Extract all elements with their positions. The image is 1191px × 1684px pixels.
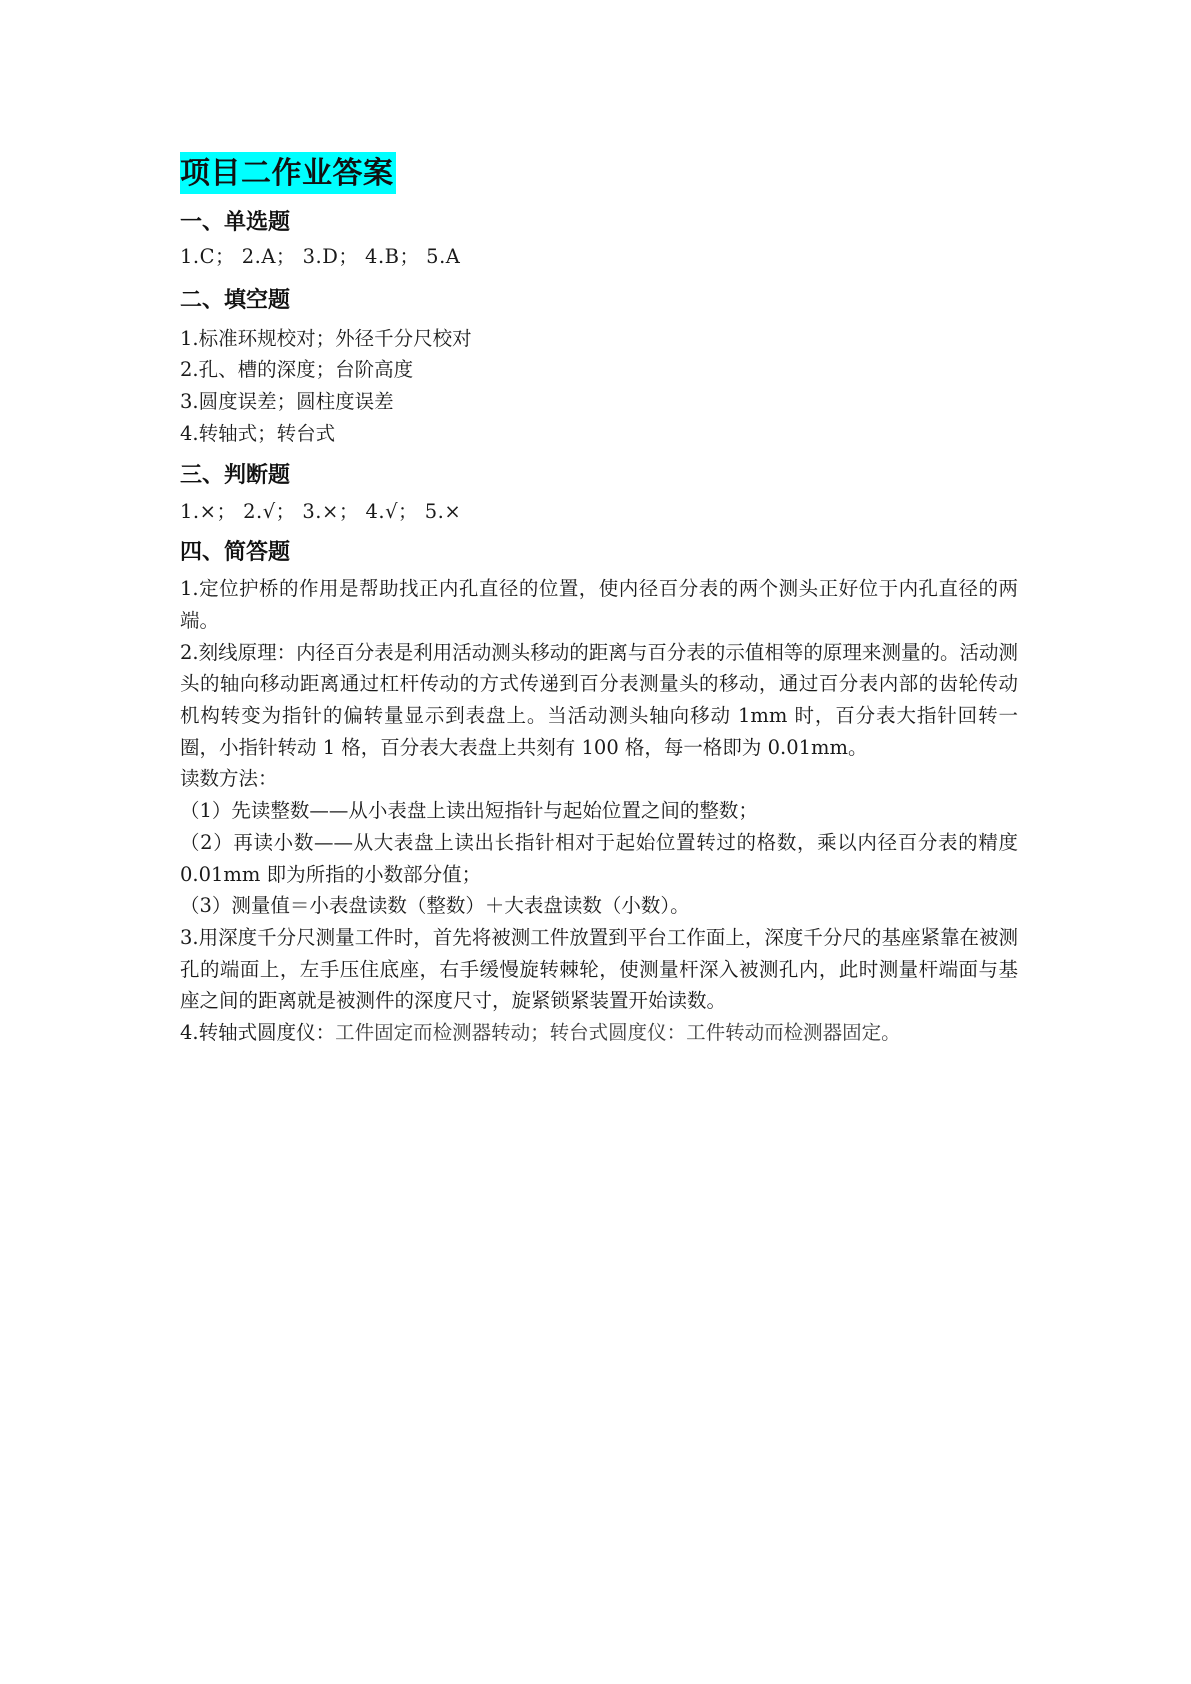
short-answer-4-rest: 工件固定而检测器转动；转台式圆度仪：工件转动而检测器固定。 bbox=[335, 1021, 901, 1045]
fill-blank-item-1: 1.标准环规校对；外径千分尺校对 bbox=[180, 326, 472, 350]
fill-blank-item-3: 3.圆度误差；圆柱度误差 bbox=[180, 390, 394, 414]
document-title: 项目二作业答案 bbox=[180, 152, 396, 194]
short-answer-3: 3.用深度千分尺测量工件时，首先将被测工件放置到平台工作面上，深度千分尺的基座紧靠在被测孔的端面上，左手压住底座，右手缓慢旋转棘轮，使测量杆深入被测孔内，此时测量杆端面与基座之间的距离就是被测件的深度尺寸，旋紧锁紧装置开始读数。 bbox=[180, 925, 1018, 1013]
single-choice-answers: 1.C； 2.A； 3.D； 4.B； 5.A bbox=[180, 245, 461, 268]
true-false-answers: 1.×； 2.√； 3.×； 4.√； 5.× bbox=[180, 499, 462, 523]
section-heading-true-false: 三、判断题 bbox=[180, 462, 291, 488]
short-answer-2: 2.刻线原理：内径百分表是利用活动测头移动的距离与百分表的示值相等的原理来测量的。活动测头的轴向移动距离通过杠杆传动的方式传递到百分表测量头的移动，通过百分表内部的齿轮传动机构转变为指针的偏转量显示到表盘上。当活动测头轴向移动 1mm 时，百分表大指针回转一圈，小指针转动 1 格，百分表大表盘上共刻有 100 格，每一格即为 0.01mm。 bbox=[180, 640, 1018, 759]
short-answer-1: 1.定位护桥的作用是帮助找正内孔直径的位置，使内径百分表的两个测头正好位于内孔直径的两端。 bbox=[180, 577, 1018, 632]
title-wrapper bbox=[180, 152, 1018, 194]
section-heading-single-choice: 一、单选题 bbox=[180, 210, 291, 235]
section-heading-short-answer: 四、简答题 bbox=[180, 540, 291, 566]
reading-method-label: 读数方法： bbox=[180, 767, 278, 791]
section-heading-fill-blank: 二、填空题 bbox=[180, 287, 291, 313]
short-answer-4-prefix: 4.转轴式圆度仪： bbox=[180, 1021, 336, 1045]
document-body bbox=[180, 152, 1018, 1049]
reading-step-3: （3）测量值＝小表盘读数（整数）＋大表盘读数（小数）。 bbox=[180, 894, 690, 918]
fill-blank-item-2: 2.孔、槽的深度；台阶高度 bbox=[180, 358, 414, 382]
fill-blank-item-4: 4.转轴式；转台式 bbox=[180, 421, 336, 445]
short-answer-4 bbox=[180, 1017, 1018, 1049]
reading-step-1: （1）先读整数——从小表盘上读出短指针与起始位置之间的整数； bbox=[180, 799, 758, 823]
reading-step-2: （2）再读小数——从大表盘上读出长指针相对于起始位置转过的格数，乘以内径百分表的精度 0.01mm 即为所指的小数部分值； bbox=[180, 830, 1018, 886]
